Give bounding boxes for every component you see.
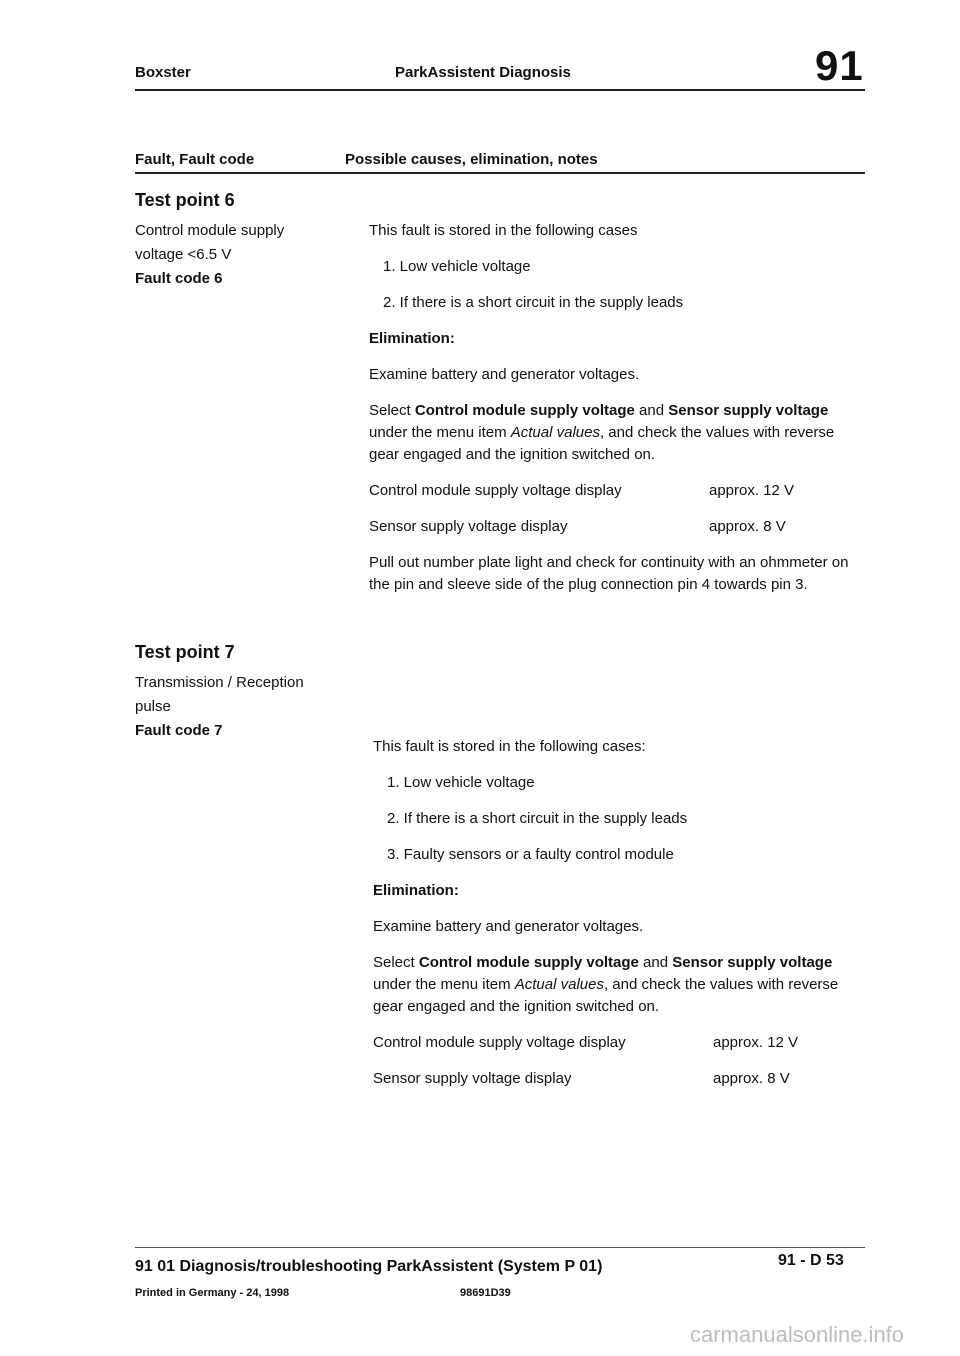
tp7-item-2: 2. If there is a short circuit in the supply leads bbox=[387, 810, 688, 827]
column-heading-fault: Fault, Fault code bbox=[135, 151, 255, 168]
tp6-select-instruction bbox=[369, 400, 864, 466]
tp6-control-module-row bbox=[369, 480, 864, 502]
tp7-select-instruction bbox=[373, 952, 868, 1018]
header-model: Boxster bbox=[135, 64, 191, 81]
test-point-6-body bbox=[369, 220, 864, 610]
tp6-examine: Examine battery and generator voltages. bbox=[369, 366, 640, 383]
tp7-elimination-heading: Elimination: bbox=[373, 882, 459, 899]
footer-printed: Printed in Germany - 24, 1998 bbox=[135, 1287, 290, 1299]
test-point-7-title: Test point 7 bbox=[135, 642, 235, 662]
tp6-sensor-supply-value: approx. 8 V bbox=[709, 518, 786, 535]
tp6-control-module-label: Control module supply voltage display bbox=[369, 482, 622, 499]
tp7-intro: This fault is stored in the following cases: bbox=[373, 738, 646, 755]
tp6-sensor-supply-row bbox=[369, 516, 864, 538]
tp6-select-actual-values: Actual values bbox=[510, 424, 600, 441]
tp6-elimination-heading: Elimination: bbox=[369, 330, 455, 347]
header-rule bbox=[135, 89, 865, 91]
test-point-7-desc-line1: Transmission / Reception bbox=[135, 674, 304, 691]
tp7-control-module-row bbox=[373, 1032, 868, 1054]
tp7-select-and: and bbox=[638, 954, 673, 971]
test-point-7-desc-line2: pulse bbox=[135, 698, 171, 715]
tp7-control-module-label: Control module supply voltage display bbox=[373, 1034, 626, 1051]
tp7-select-rest: , and check the values with reverse gear engaged and the ignition switched on. bbox=[373, 976, 839, 1015]
test-point-6-fault-code: Fault code 6 bbox=[135, 270, 223, 287]
test-point-7-side bbox=[135, 642, 335, 743]
column-heading-rule bbox=[135, 172, 865, 174]
footer-document-number: 98691D39 bbox=[460, 1287, 511, 1299]
tp7-control-module-value: approx. 12 V bbox=[713, 1034, 799, 1051]
tp7-item-3: 3. Faulty sensors or a faulty control module bbox=[387, 846, 674, 863]
tp7-sensor-supply-value: approx. 8 V bbox=[713, 1070, 790, 1087]
watermark-text: carmanualsonline.info bbox=[690, 1322, 905, 1347]
tp6-control-module-value: approx. 12 V bbox=[709, 482, 795, 499]
test-point-7-fault-code: Fault code 7 bbox=[135, 722, 223, 739]
tp7-select-control-module: Control module supply voltage bbox=[418, 954, 639, 971]
test-point-6-desc-line1: Control module supply bbox=[135, 222, 285, 239]
footer-page-number: 91 - D 53 bbox=[778, 1252, 844, 1269]
tp7-examine: Examine battery and generator voltages. bbox=[373, 918, 644, 935]
footer-rule bbox=[135, 1247, 865, 1248]
header-chapter-number: 91 bbox=[815, 42, 864, 89]
tp6-item-2: 2. If there is a short circuit in the supply leads bbox=[383, 294, 684, 311]
tp6-select-control-module: Control module supply voltage bbox=[414, 402, 635, 419]
tp6-pull-out-instruction: Pull out number plate light and check for continuity with an ohmmeter on the pin and sleeve side of the plug connection pin 4 towards pin 3. bbox=[369, 554, 849, 593]
tp6-intro: This fault is stored in the following cases bbox=[369, 222, 638, 239]
tp6-select-and: and bbox=[634, 402, 669, 419]
column-heading-causes: Possible causes, elimination, notes bbox=[345, 151, 598, 168]
tp6-item-1: 1. Low vehicle voltage bbox=[383, 258, 531, 275]
tp6-select-rest: , and check the values with reverse gear engaged and the ignition switched on. bbox=[369, 424, 835, 463]
tp7-select-a: Select bbox=[373, 954, 419, 971]
tp7-item-1: 1. Low vehicle voltage bbox=[387, 774, 535, 791]
tp7-sensor-supply-label: Sensor supply voltage display bbox=[373, 1070, 572, 1087]
tp7-select-menu: under the menu item bbox=[373, 976, 515, 993]
footer-section-title: 91 01 Diagnosis/troubleshooting ParkAssistent (System P 01) bbox=[135, 1258, 603, 1275]
tp7-select-actual-values: Actual values bbox=[514, 976, 604, 993]
tp6-select-a: Select bbox=[369, 402, 415, 419]
tp7-select-sensor-supply: Sensor supply voltage bbox=[672, 954, 833, 971]
tp6-select-sensor-supply: Sensor supply voltage bbox=[668, 402, 829, 419]
test-point-6-desc-line2: voltage <6.5 V bbox=[135, 246, 232, 263]
tp6-select-menu: under the menu item bbox=[369, 424, 511, 441]
test-point-7-body bbox=[373, 736, 868, 1104]
test-point-6-title: Test point 6 bbox=[135, 190, 235, 210]
header-title: ParkAssistent Diagnosis bbox=[395, 64, 571, 81]
tp6-sensor-supply-label: Sensor supply voltage display bbox=[369, 518, 568, 535]
tp7-sensor-supply-row bbox=[373, 1068, 868, 1090]
test-point-6-side bbox=[135, 190, 335, 291]
